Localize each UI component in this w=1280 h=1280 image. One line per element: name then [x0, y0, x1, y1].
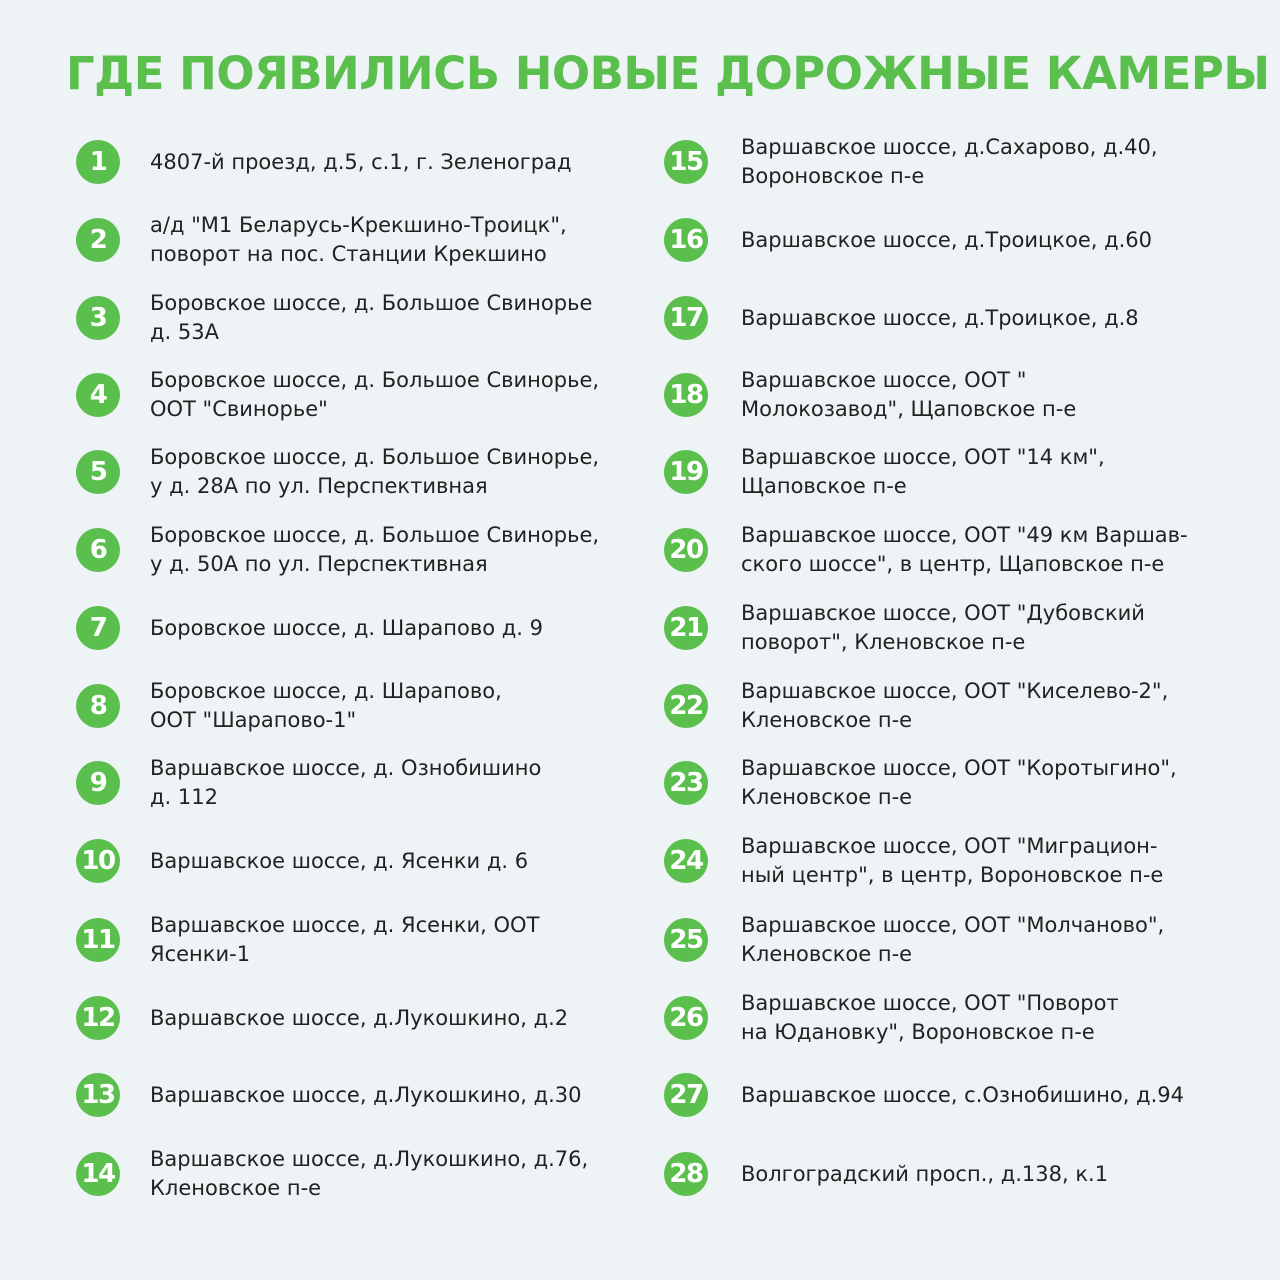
list-item: [664, 442, 1264, 502]
address-text: Боровское шоссе, д. Большое Свинорье д. 53А: [150, 291, 593, 344]
list-item: [76, 598, 636, 658]
list-item: [76, 442, 636, 502]
address-text: Варшавское шоссе, д. Ясенки д. 6: [150, 848, 529, 873]
list-item: [664, 1144, 1264, 1204]
list-item: [664, 132, 1264, 192]
address-text: Боровское шоссе, д. Большое Свинорье, ООТ "Свинорье": [150, 368, 600, 421]
list-item: [664, 910, 1264, 970]
address-text: Волгоградский просп., д.138, к.1: [741, 1161, 1109, 1186]
address-text: Варшавское шоссе, д.Лукошкино, д.76, Кленовское п-е: [150, 1147, 589, 1200]
list-item: [76, 676, 636, 736]
number-badge: 26: [664, 996, 708, 1040]
address-text: Варшавское шоссе, ООТ "Миграцион- ный центр", в центр, Вороновское п-е: [741, 834, 1164, 887]
number-badge: 20: [664, 528, 708, 572]
number-badge: 1: [76, 140, 120, 184]
address-text: Варшавское шоссе, с.Ознобишино, д.94: [741, 1082, 1184, 1107]
list-item: [664, 831, 1264, 891]
page-title: ГДЕ ПОЯВИЛИСЬ НОВЫЕ ДОРОЖНЫЕ КАМЕРЫ: [66, 47, 1270, 100]
number-badge: 19: [664, 450, 708, 494]
address-text: Варшавское шоссе, д.Лукошкино, д.30: [150, 1082, 582, 1107]
address-text: Боровское шоссе, д. Шарапово д. 9: [150, 615, 544, 640]
list-item: [664, 288, 1264, 348]
number-badge: 11: [76, 918, 120, 962]
number-badge: 28: [664, 1152, 708, 1196]
address-text: Варшавское шоссе, д. Ясенки, ООТ Ясенки-1: [150, 913, 540, 966]
address-text: Варшавское шоссе, ООТ "Киселево-2", Кленовское п-е: [741, 679, 1169, 732]
list-item: [76, 288, 636, 348]
number-badge: 25: [664, 918, 708, 962]
number-badge: 3: [76, 296, 120, 340]
number-badge: 12: [76, 996, 120, 1040]
number-badge: 8: [76, 684, 120, 728]
number-badge: 15: [664, 140, 708, 184]
list-item: [664, 1065, 1264, 1125]
list-item: [664, 676, 1264, 736]
number-badge: 18: [664, 373, 708, 417]
address-text: Варшавское шоссе, д.Троицкое, д.60: [741, 227, 1153, 252]
number-badge: 24: [664, 839, 708, 883]
list-item: [76, 831, 636, 891]
number-badge: 27: [664, 1073, 708, 1117]
list-item: [76, 520, 636, 580]
number-badge: 14: [76, 1152, 120, 1196]
address-text: Варшавское шоссе, ООТ "Молчаново", Кленовское п-е: [741, 913, 1165, 966]
list-item: [76, 1065, 636, 1125]
number-badge: 5: [76, 450, 120, 494]
list-item: [76, 365, 636, 425]
address-text: Боровское шоссе, д. Большое Свинорье, у д. 50А по ул. Перспективная: [150, 523, 600, 576]
list-item: [664, 598, 1264, 658]
number-badge: 23: [664, 761, 708, 805]
list-item: [76, 1144, 636, 1204]
number-badge: 16: [664, 218, 708, 262]
list-item: [76, 988, 636, 1048]
address-text: Боровское шоссе, д. Большое Свинорье, у д. 28А по ул. Перспективная: [150, 445, 600, 498]
list-item: [76, 210, 636, 270]
address-text: Варшавское шоссе, д.Лукошкино, д.2: [150, 1005, 569, 1030]
number-badge: 7: [76, 606, 120, 650]
address-text: 4807-й проезд, д.5, с.1, г. Зеленоград: [150, 149, 572, 174]
address-text: Варшавское шоссе, д.Троицкое, д.8: [741, 305, 1139, 330]
address-text: Варшавское шоссе, ООТ "49 км Варшав- ского шоссе", в центр, Щаповское п-е: [741, 523, 1188, 576]
list-item: [664, 520, 1264, 580]
address-text: Боровское шоссе, д. Шарапово, ООТ "Шарапово-1": [150, 679, 502, 732]
address-text: Варшавское шоссе, ООТ "Поворот на Юдановку", Вороновское п-е: [741, 991, 1119, 1044]
number-badge: 9: [76, 761, 120, 805]
list-item: [76, 132, 636, 192]
list-item: [76, 753, 636, 813]
number-badge: 17: [664, 296, 708, 340]
number-badge: 6: [76, 528, 120, 572]
address-text: Варшавское шоссе, ООТ "Коротыгино", Кленовское п-е: [741, 756, 1177, 809]
list-item: [664, 365, 1264, 425]
address-text: Варшавское шоссе, д.Сахарово, д.40, Вороновское п-е: [741, 135, 1158, 188]
number-badge: 2: [76, 218, 120, 262]
number-badge: 4: [76, 373, 120, 417]
number-badge: 13: [76, 1073, 120, 1117]
number-badge: 21: [664, 606, 708, 650]
address-text: Варшавское шоссе, д. Ознобишино д. 112: [150, 756, 542, 809]
number-badge: 10: [76, 839, 120, 883]
address-text: Варшавское шоссе, ООТ "14 км", Щаповское п-е: [741, 445, 1105, 498]
address-text: а/д "М1 Беларусь-Крекшино-Троицк", поворот на пос. Станции Крекшино: [150, 213, 567, 266]
address-text: Варшавское шоссе, ООТ "Дубовский поворот", Кленовское п-е: [741, 601, 1145, 654]
list-item: [664, 210, 1264, 270]
list-item: [664, 988, 1264, 1048]
address-text: Варшавское шоссе, ООТ " Молокозавод", Щаповское п-е: [741, 368, 1077, 421]
list-item: [664, 753, 1264, 813]
list-item: [76, 910, 636, 970]
number-badge: 22: [664, 684, 708, 728]
